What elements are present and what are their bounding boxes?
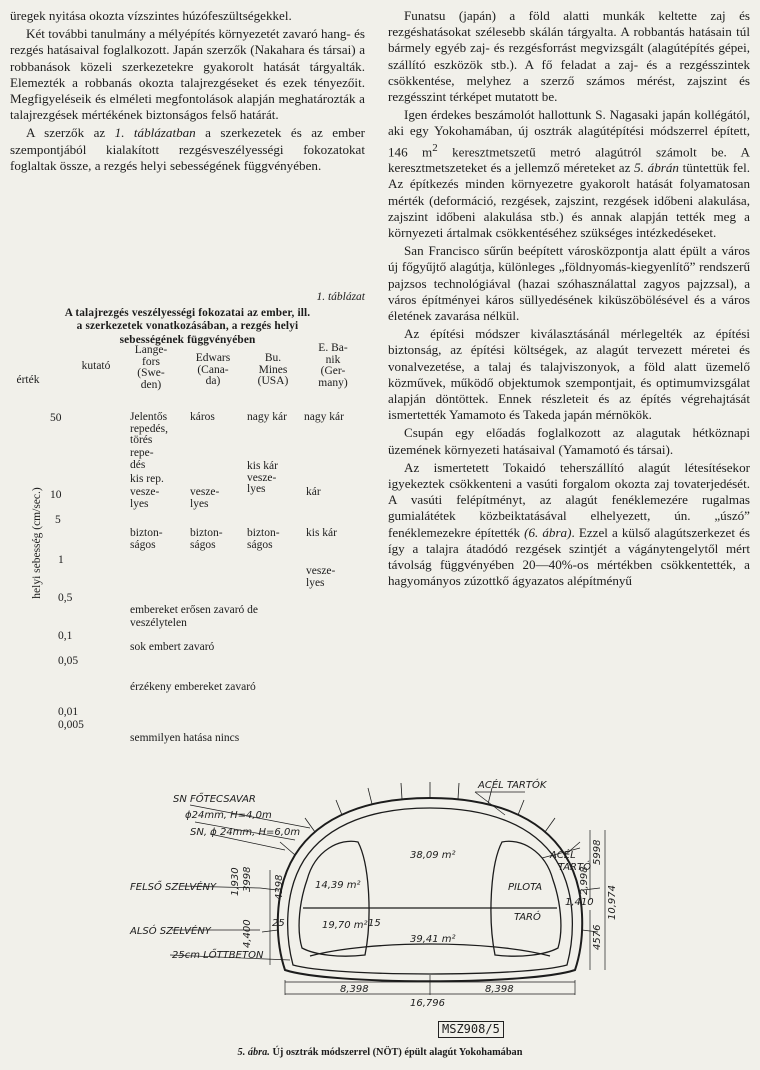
area-left-upper: 14,39 m² (315, 880, 361, 891)
caption-number: 5. ábra. (237, 1047, 270, 1058)
people-effect-cell: érzékeny embereket zavaró (130, 681, 256, 693)
dim-label: 16,796 (410, 998, 445, 1009)
dim-label: 4576 (592, 924, 603, 950)
value-cell: 50 (50, 412, 62, 424)
dim-label: 4398 (274, 874, 285, 900)
invert-arc (310, 944, 550, 956)
people-effect-cell: sok embert zavaró (130, 641, 215, 653)
dim-label: 15 (368, 918, 381, 929)
langefors-cell: Jelentős repedés, törés (130, 411, 168, 446)
value-cell: 5 (55, 514, 61, 526)
dim-label: 8,398 (340, 984, 369, 995)
bumines-cell: bizton- ságos (247, 527, 280, 551)
paragraph: San Francisco sűrűn beépített városközpontja alatt épült a város új főgyűjtő alagútja, különleges „földnyomás-kiegyenlítő” rendszerű pajzsos technológiával (hazai szóhasználattal zagyos pajzzsal), a város építményei káros süllyedésének kiküszöbölésével és a város életének zavarása nélkül. (388, 243, 750, 324)
dim-label: 2,998 (579, 866, 590, 895)
text-run: Az ismertetett Tokaidó teherszállító alagút létesítésekor igyekeztek csökkenteni a vasúti forgalom okozta zaj tovaterjedését. A vasúti felépítményt, az alagút fenéklemezére rugalmas gumialátétek közbeiktatásával elhelyezett, ún. „úszó” fenéklemezekre építették (388, 459, 750, 540)
value-cell: 10 (50, 489, 62, 501)
label-upper-section: FELSŐ SZELVÉNY (130, 882, 217, 893)
paragraph: üregek nyitása okozta vízszintes húzófeszültségekkel. (10, 8, 292, 23)
label-steel-rib-line2: TARTÓ (558, 862, 591, 873)
label-shotcrete: 25cm LŐTTBETON (172, 950, 264, 961)
label-crown-bolts-dim: ɸ24mm, H=4,0m (185, 810, 272, 821)
banik-cell: vesze- lyes (306, 565, 336, 589)
col-header-value: érték (16, 374, 40, 386)
value-cell: 0,005 (58, 719, 84, 731)
people-effect-cell: semmilyen hatása nincs (130, 732, 240, 744)
paragraph (388, 107, 750, 241)
figure-reference: (6. ábra) (524, 524, 572, 540)
dim-label: 1,930 (230, 867, 241, 896)
text-run: . Ezzel a külső alagútszerkezet és így a talajra átadódó rezgések szintjét a vágánytengelytől mért távolság függvényében 20—40%-os mértékben csökkentették, a hagyományos zúzottkő ágyazatos alépítményű (388, 524, 750, 589)
tunnel-cross-section-figure (110, 770, 670, 1015)
table-reference: 1. táblázatban (114, 125, 196, 141)
text-run: keresztmetszetű metró alagútról számolt be. A keresztmetszeteket és a jellemző méreteket az (388, 143, 750, 176)
banik-cell: kis kár (306, 527, 337, 539)
bumines-cell: kis kár vesze- lyes (247, 460, 278, 495)
dim-label: 10,974 (607, 885, 618, 920)
paragraph: Funatsu (japán) a föld alatti munkák keltette zaj és rezgéshatásokat szélesebb skálán tárgyalta. A robbantás hatásain túl bármely egyéb zaj- és rezgésforrást megvizsgált (alagútépítés gépei, szállító eszközök stb.). A fő feladat a zaj- és a rezgésszintek csökkentése, melyhez a szerző számos mérést, zajszint és rezgésszint térképet mutatott be. (388, 8, 750, 105)
dim-label: 25 (272, 918, 285, 929)
bumines-cell: nagy kár (247, 411, 287, 423)
label-support: TARÓ (514, 912, 541, 923)
text-run: tüntettük fel. Az építkezés minden környezetre gyakorolt hatását folyamatosan mérték (deformáció, rezgések, zajszint, rezgések időbeni alakulása, zajszint időbeni alakulása stb.) és annak alapján tették meg a környezeti ártalmak csökkentéséhez szükséges intézkedéseket. (388, 160, 750, 240)
figure-reference: 5. ábrán (634, 160, 679, 176)
paragraph: Az építési módszer kiválasztásánál mérlegelték az építési biztonság, az építési költségek, az alagút tervezett méretei és vonalvezetése, a talaj és talajviszonyok, a föld alatt üzemelő közművek, működő objektumok szempontjait, és optimumvizsgálat alapján döntöttek. Ennek részleteit és az építés végrehajtását ismertették Yamamoto és Takeda japán mérnökök. (388, 326, 750, 423)
value-cell: 0,1 (58, 630, 73, 642)
value-cell: 1 (58, 554, 64, 566)
text-run: a szerkezetek és az ember szempontjából kialakított rezgésveszélyességi fokozatokat foglaltak össze, a rezgés helyi sebességének függvényében. (10, 125, 365, 173)
right-column (388, 8, 750, 589)
area-crown: 38,09 m² (410, 850, 456, 861)
figure-stamp: MSZ908/5 (438, 1021, 504, 1038)
edwars-cell: bizton- ságos (190, 527, 223, 551)
col-header-researcher: kutató (81, 360, 111, 372)
left-column (10, 8, 365, 174)
label-lower-section: ALSÓ SZELVÉNY (130, 926, 211, 937)
label-steel-rib-line1: ACÉL (550, 850, 576, 861)
area-invert: 39,41 m² (410, 934, 456, 945)
paragraph: Csupán egy előadás foglalkozott az alagutak hétköznapi üzemének környezeti hatásaival (Yamamotó és társai). (388, 425, 750, 457)
value-cell: 0,01 (58, 706, 79, 718)
value-cell: 0,05 (58, 655, 79, 667)
col-header-bumines: Bu. Mines (USA) (257, 352, 289, 387)
paragraph (388, 460, 750, 590)
label-pile: PILOTA (508, 882, 543, 893)
caption-text: Új osztrák módszerrel (NÖT) épült alagút Yokohamában (269, 1047, 523, 1058)
langefors-cell: vesze- lyes (130, 486, 160, 510)
col-header-langefors: Lange- fors (Swe- den) (134, 344, 168, 391)
langefors-cell: repe- dés (130, 447, 154, 471)
area-left-lower: 19,70 m² (322, 920, 368, 931)
table-title-line: sebességének függvényében (119, 333, 256, 346)
edwars-cell: vesze- lyes (190, 486, 220, 510)
table-title-line: A talajrezgés veszélyességi fokozatai az ember, ill. (64, 307, 311, 319)
table-title-line: a szerkezetek vonatkozásában, a rezgés helyi (76, 320, 299, 333)
dim-label: 3998 (242, 866, 253, 892)
people-effect-cell: embereket erősen zavaró de veszélytelen (130, 604, 259, 629)
banik-cell: kár (306, 486, 321, 498)
dim-label: 5998 (592, 839, 603, 865)
table-title (10, 307, 365, 347)
left-pilot-drift (299, 841, 369, 956)
value-cell: 0,5 (58, 592, 73, 604)
col-header-banik: E. Ba- nik (Ger- many) (318, 342, 348, 389)
col-header-edwars: Edwars (Cana- da) (195, 352, 231, 387)
dim-label: 4,400 (242, 919, 253, 948)
superscript: 2 (432, 141, 438, 154)
langefors-cell: bizton- ságos (130, 527, 163, 551)
figure-caption (0, 1047, 760, 1058)
y-axis-label: helyi sebesség (cm/sec.) (31, 487, 43, 599)
dim-label: 8,398 (485, 984, 514, 995)
table-number: 1. táblázat (316, 291, 365, 303)
edwars-cell: káros (190, 411, 215, 423)
dim-label: 1,410 (565, 897, 594, 908)
text-run: Igen érdekes beszámolót hallottunk S. Nagasaki japán kollégától, aki egy Yokohamában, új osztrák alagútépítési módszerrel épített, 146 m (388, 107, 750, 159)
banik-cell: nagy kár (304, 411, 344, 423)
paragraph: Két további tanulmány a mélyépítés környezetét zavaró hang- és rezgés hatásaival foglalkozott. Japán szerzők (Nakahara és társai) a robbanások közeli szerkezetekre gyakorolt hatását tárgyalták. Elemezték a robbanás okozta talajrezgéseket és ezek tényezőit. Megfigyeléseik és elméleti megfontolások alapján meghatározták a talajrezgések mértékének biztonságos felső határát. (10, 26, 365, 123)
langefors-cell: kis rep. (130, 473, 164, 485)
paragraph (10, 125, 365, 174)
label-side-bolts-dim: SN, ɸ 24mm, H=6,0m (190, 827, 301, 838)
label-steel-ribs: ACÉL TARTÓK (478, 780, 547, 791)
label-crown-bolts: SN FŐTECSAVAR (173, 794, 256, 805)
text-run: A szerzők az (26, 125, 115, 141)
